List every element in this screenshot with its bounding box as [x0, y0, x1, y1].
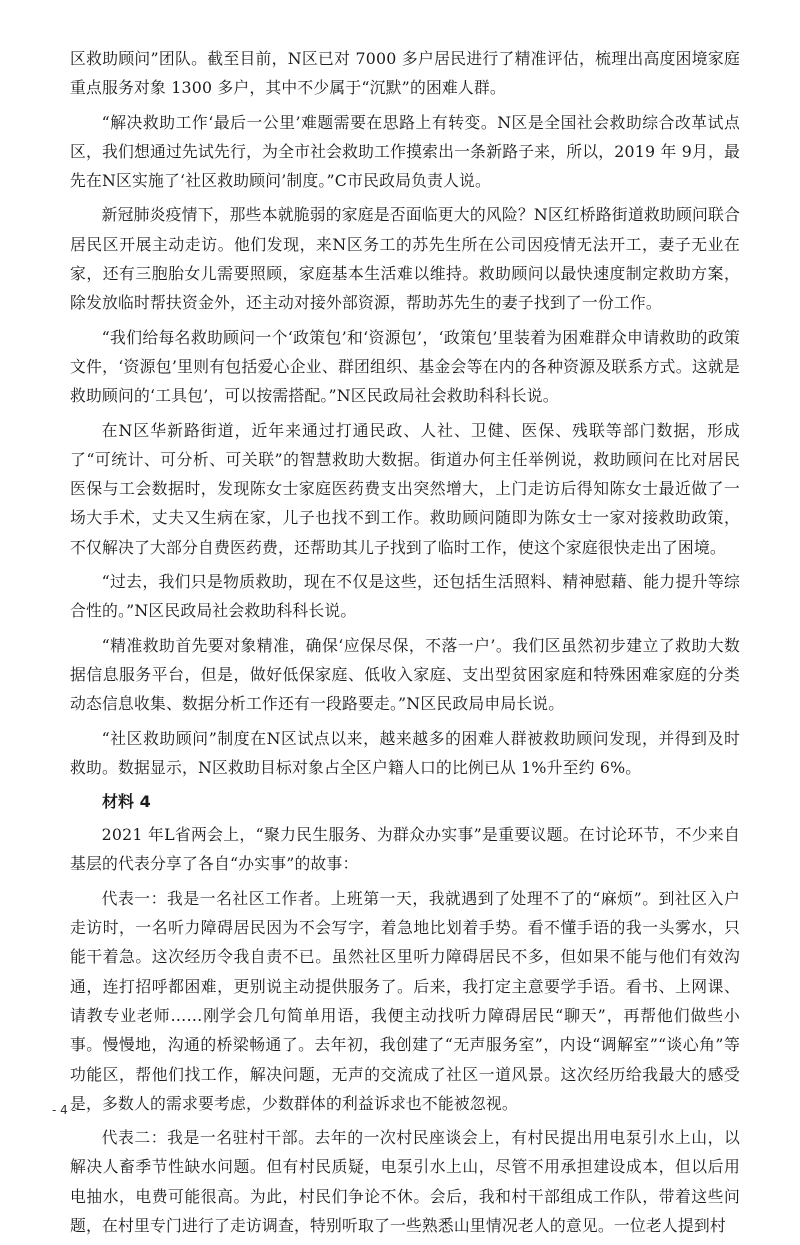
paragraph: 在N区华新路街道，近年来通过打通民政、人社、卫健、医保、残联等部门数据，形成了“可统计、可分析、可关联”的智慧救助大数据。街道办何主任举例说，救助顾问在比对居民医保与工会数据时，发现陈女士家庭医药费支出突然增大，上门走访后得知陈女士最近做了一场大手术，丈夫又生病在家，儿子也找不到工作。救助顾问随即为陈女士一家对接救助政策，不仅解决了大部分自费医药费，还帮助其儿子找到了临时工作，使这个家庭很快走出了困境。	[70, 420, 740, 557]
section-heading: 材料 4	[102, 792, 151, 812]
paragraph: 代表一：我是一名社区工作者。上班第一天，我就遇到了处理不了的“麻烦”。到社区入户走访时，一名听力障碍居民因为不会写字，着急地比划着手势。看不懂手语的我一头雾水，只能干着急。这次经历令我自责不已。虽然社区里听力障碍居民不多，但如果不能与他们有效沟通，连打招呼都困难，更别说主动提供服务了。后来，我打定主意要学手语。看书、上网课、请教专业老师……刚学会几句简单用语，我便主动找听力障碍居民“聊天”，再帮他们做些小事。慢慢地，沟通的桥梁畅通了。去年初，我创建了“无声服务室”，内设“调解室”“谈心角”等功能区，帮他们找工作，解决问题，无声的交流成了社区一道风景。这次经历给我最大的感受是，多数人的需求要考虑，少数群体的利益诉求也不能被忽视。	[70, 888, 740, 1113]
page-number: - 4 -	[52, 1103, 76, 1117]
paragraph: “过去，我们只是物质救助，现在不仅是这些，还包括生活照料、精神慰藉、能力提升等综合性的。”N区民政局社会救助科科长说。	[70, 572, 740, 621]
paragraph: “精准救助首先要对象精准，确保‘应保尽保，不落一户’。我们区虽然初步建立了救助大数据信息服务平台，但是，做好低保家庭、低收入家庭、支出型贫困家庭和特殊困难家庭的分类动态信息收集、数据分析工作还有一段路要走。”N区民政局申局长说。	[70, 635, 740, 714]
paragraph: 区救助顾问”团队。截至目前，N区已对 7000 多户居民进行了精准评估，梳理出高度困境家庭重点服务对象 1300 多户，其中不少属于“沉默”的困难人群。	[70, 49, 740, 98]
paragraph: 代表二：我是一名驻村干部。去年的一次村民座谈会上，有村民提出用电泵引水上山，以解决人畜季节性缺水问题。但有村民质疑，电泵引水上山，尽管不用承担建设成本，但以后用电抽水，电费可能很高。为此，村民们争论不休。会后，我和村干部组成工作队，带着这些问题，在村里专门进行了走访调查，特别听取了一些熟悉山里情况老人的意见。一位老人提到村	[70, 1128, 740, 1235]
paragraph: 新冠肺炎疫情下，那些本就脆弱的家庭是否面临更大的风险？N区红桥路街道救助顾问联合居民区开展主动走访。他们发现，来N区务工的苏先生所在公司因疫情无法开工，妻子无业在家，还有三胞胎女儿需要照顾，家庭基本生活难以维持。救助顾问以最快速度制定救助方案，除发放临时帮扶资金外，还主动对接外部资源，帮助苏先生的妻子找到了一份工作。	[70, 205, 740, 313]
paragraph: “解决救助工作‘最后一公里’难题需要在思路上有转变。N区是全国社会救助综合改革试点区，我们想通过先试先行，为全市社会救助工作摸索出一条新路子来，所以，2019 年 9月，最先在N区实施了‘社区救助顾问’制度。”C市民政局负责人说。	[70, 112, 740, 191]
paragraph: “社区救助顾问”制度在N区试点以来，越来越多的困难人群被救助顾问发现，并得到及时救助。数据显示，N区救助目标对象占全区户籍人口的比例已从 1%升至约 6%。	[70, 728, 740, 777]
document-body	[70, 44, 740, 1245]
paragraph: 2021 年L省两会上，“聚力民生服务、为群众办实事”是重要议题。在讨论环节，不少来自基层的代表分享了各自“办实事”的故事：	[70, 825, 740, 874]
paragraph: “我们给每名救助顾问一个‘政策包’和‘资源包’，‘政策包’里装着为困难群众申请救助的政策文件，‘资源包’里则有包括爱心企业、群团组织、基金会等在内的各种资源及联系方式。这就是救助顾问的‘工具包’，可以按需搭配。”N区民政局社会救助科科长说。	[70, 327, 740, 406]
